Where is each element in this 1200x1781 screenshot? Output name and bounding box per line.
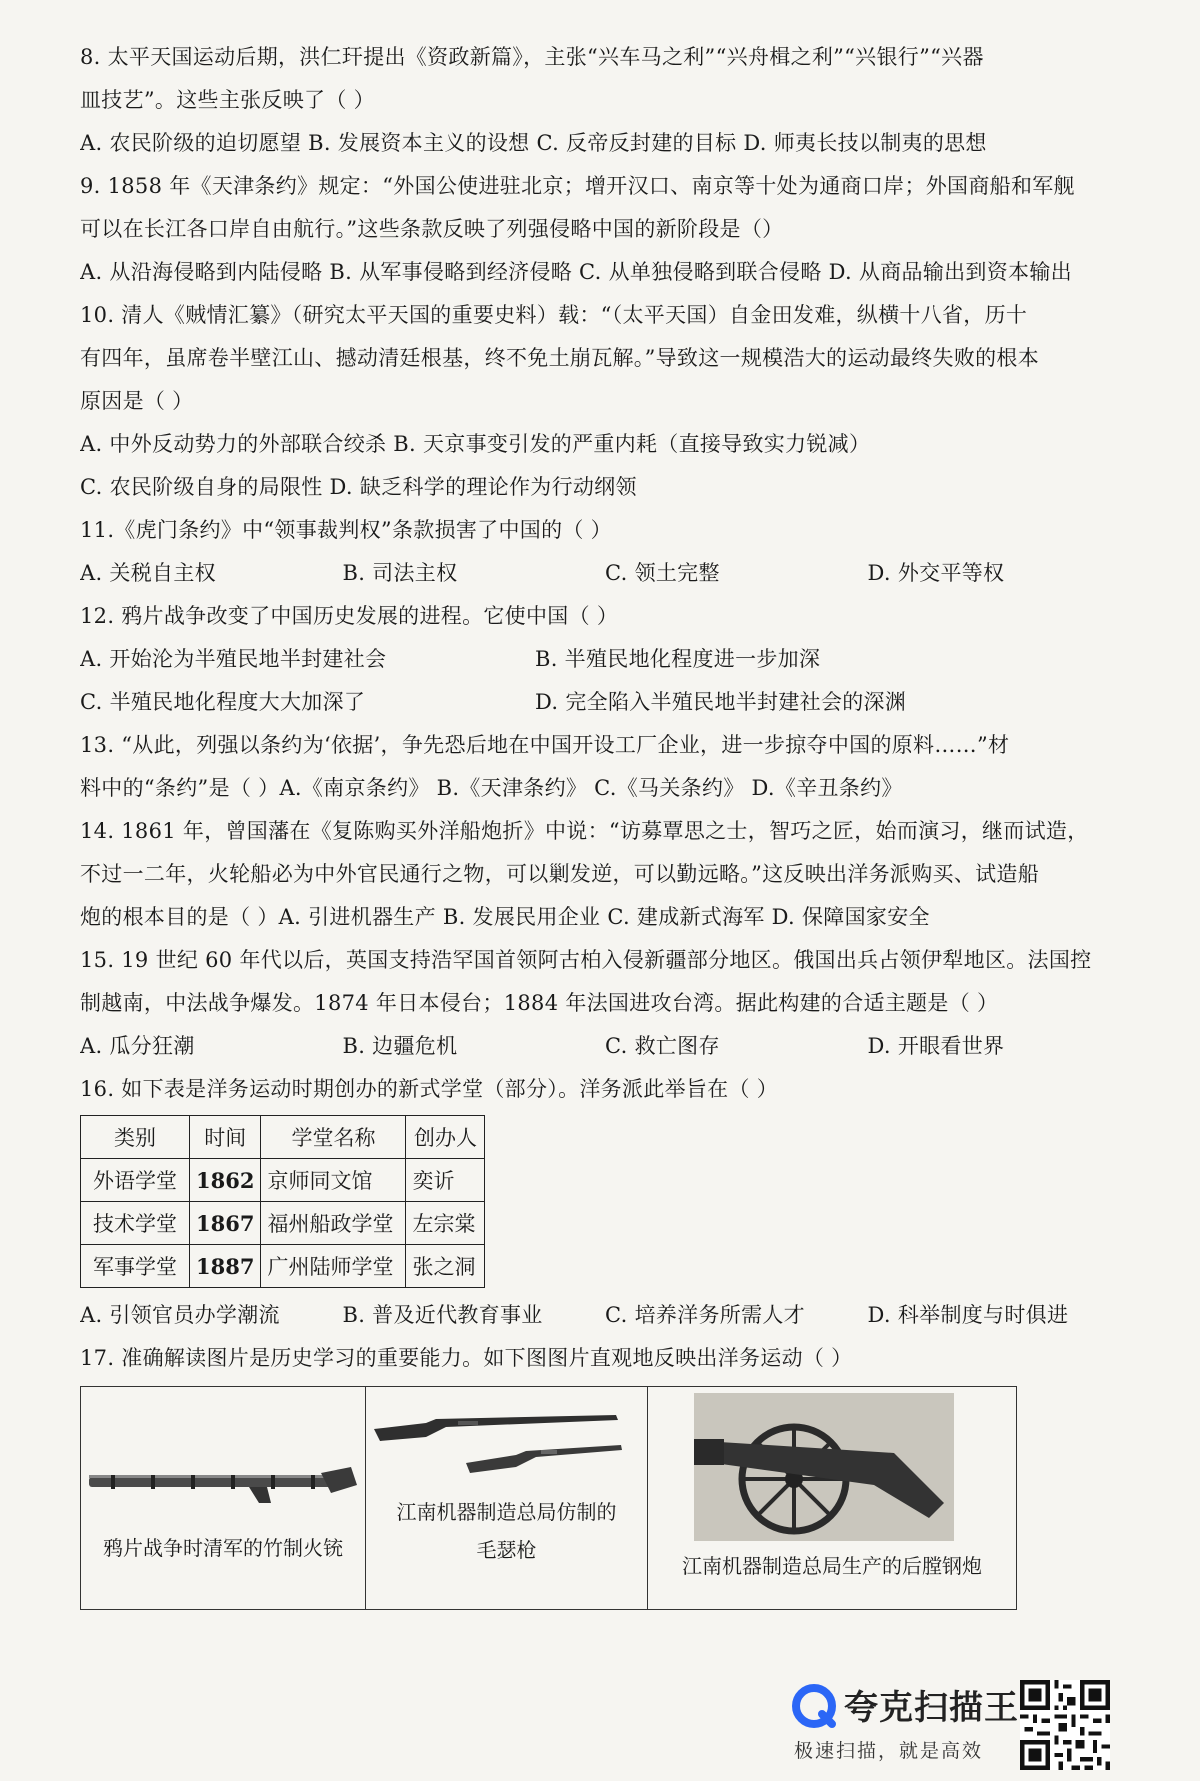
watermark-title: 夸克扫描王	[844, 1688, 1019, 1728]
q9-stem-line1: 9. 1858 年《天津条约》规定：“外国公使进驻北京；增开汉口、南京等十处为通商口岸；外国商船和军舰	[80, 174, 1075, 198]
q15-option-c: C. 救亡图存	[605, 1034, 720, 1058]
q9-stem-line2: 可以在长江各口岸自由航行。”这些条款反映了列强侵略中国的新阶段是（）	[80, 217, 784, 241]
table-cell: 1867	[190, 1202, 261, 1245]
table-cell: 左宗棠	[406, 1202, 485, 1245]
q11-option-d: D. 外交平等权	[867, 561, 1005, 585]
q11-option-b: B. 司法主权	[342, 561, 458, 585]
table-header-row	[81, 1116, 485, 1159]
q12-options-row2	[80, 681, 1130, 724]
quark-logo-icon	[792, 1684, 836, 1728]
caption-mauser-line1: 江南机器制造总局仿制的	[396, 1500, 617, 1524]
q8-stem-line1: 8. 太平天国运动后期，洪仁玕提出《资政新篇》，主张“兴车马之利”“兴舟楫之利”“兴银行”“兴器	[80, 45, 984, 69]
figure-breech-cannon	[648, 1387, 1016, 1609]
q17-stem: 17. 准确解读图片是历史学习的重要能力。如下图图片直观地反映出洋务运动（ ）	[80, 1346, 853, 1370]
breech-cannon-image	[694, 1393, 954, 1541]
table-cell: 广州陆师学堂	[261, 1245, 406, 1288]
table-cell: 福州船政学堂	[261, 1202, 406, 1245]
table-cell: 京师同文馆	[261, 1159, 406, 1202]
q15-stem-line1: 15. 19 世纪 60 年代以后，英国支持浩罕国首领阿古柏入侵新疆部分地区。俄国出兵占领伊犁地区。法国控	[80, 948, 1092, 972]
q12-options-row1	[80, 638, 1130, 681]
q10-stem-line2: 有四年，虽席卷半壁江山、撼动清廷根基，终不免土崩瓦解。”导致这一规模浩大的运动最终失败的根本	[80, 346, 1040, 370]
caption-bamboo-gun: 鸦片战争时清军的竹制火铳	[103, 1536, 343, 1560]
table-cell: 1862	[190, 1159, 261, 1202]
q14-stem-line1: 14. 1861 年，曾国藩在《复陈购买外洋船炮折》中说：“访募覃思之士，智巧之匠，始而演习，继而试造，	[80, 819, 1089, 843]
q16-option-d: D. 科举制度与时俱进	[867, 1303, 1069, 1327]
q11-option-a: A. 关税自主权	[80, 561, 216, 585]
table-header-founder: 创办人	[406, 1116, 485, 1159]
table-cell: 技术学堂	[81, 1202, 190, 1245]
scanner-watermark	[792, 1680, 1127, 1770]
q8-stem-line2: 皿技艺”。这些主张反映了（ ）	[80, 88, 375, 112]
q12-stem: 12. 鸦片战争改变了中国历史发展的进程。它使中国（ ）	[80, 604, 619, 628]
q15-option-a: A. 瓜分狂潮	[80, 1034, 195, 1058]
q10-stem-line3: 原因是（ ）	[80, 389, 194, 413]
figure-bamboo-gun	[81, 1387, 366, 1609]
q10-options-line2: C. 农民阶级自身的局限性 D. 缺乏科学的理论作为行动纲领	[80, 475, 637, 499]
q14-stem-line3: 炮的根本目的是（ ）A. 引进机器生产 B. 发展民用企业 C. 建成新式海军 D. 保障国家安全	[80, 905, 930, 929]
q12-option-a: A. 开始沦为半殖民地半封建社会	[80, 647, 387, 671]
table-cell: 张之洞	[406, 1245, 485, 1288]
q9-options: A. 从沿海侵略到内陆侵略 B. 从军事侵略到经济侵略 C. 从单独侵略到联合侵略 D. 从商品输出到资本输出	[80, 260, 1072, 284]
caption-breech-cannon: 江南机器制造总局生产的后膛钢炮	[682, 1554, 982, 1578]
q12-option-b: B. 半殖民地化程度进一步加深	[535, 647, 821, 671]
q12-option-c: C. 半殖民地化程度大大加深了	[80, 690, 366, 714]
table-cell: 1887	[190, 1245, 261, 1288]
school-table	[80, 1115, 485, 1288]
table-row	[81, 1159, 485, 1202]
q10-options-line1: A. 中外反动势力的外部联合绞杀 B. 天京事变引发的严重内耗（直接导致实力锐减）	[80, 432, 871, 456]
q15-options	[80, 1025, 1130, 1068]
q16-option-a: A. 引领官员办学潮流	[80, 1303, 280, 1327]
table-cell: 外语学堂	[81, 1159, 190, 1202]
q15-option-b: B. 边疆危机	[342, 1034, 458, 1058]
q14-stem-line2: 不过一二年，火轮船必为中外官民通行之物，可以剿发逆，可以勤远略。”这反映出洋务派购买、试造船	[80, 862, 1040, 886]
q11-options	[80, 552, 1130, 595]
table-cell: 奕䜣	[406, 1159, 485, 1202]
q17-figure-panel	[80, 1386, 1017, 1610]
q11-stem: 11.《虎门条约》中“领事裁判权”条款损害了中国的（ ）	[80, 518, 612, 542]
caption-mauser-line2: 毛瑟枪	[476, 1538, 537, 1562]
bamboo-gun-image	[81, 1437, 365, 1537]
table-header-school-name: 学堂名称	[261, 1116, 406, 1159]
q16-option-c: C. 培养洋务所需人才	[605, 1303, 805, 1327]
q15-stem-line2: 制越南，中法战争爆发。1874 年日本侵台；1884 年法国进攻台湾。据此构建的合适主题是（ ）	[80, 991, 999, 1015]
q15-option-d: D. 开眼看世界	[867, 1034, 1005, 1058]
q16-option-b: B. 普及近代教育事业	[342, 1303, 543, 1327]
q11-option-c: C. 领土完整	[605, 561, 720, 585]
q12-option-d: D. 完全陷入半殖民地半封建社会的深渊	[535, 690, 907, 714]
q13-stem-line1: 13. “从此，列强以条约为‘依据’，争先恐后地在中国开设工厂企业，进一步掠夺中国的原料……”材	[80, 733, 1010, 757]
q10-stem-line1: 10. 清人《贼情汇纂》（研究太平天国的重要史料）载：“（太平天国）自金田发难，纵横十八省，历十	[80, 303, 1028, 327]
table-cell: 军事学堂	[81, 1245, 190, 1288]
q13-stem-line2: 料中的“条约”是（ ）A.《南京条约》 B.《天津条约》 C.《马关条约》 D.《辛丑条约》	[80, 776, 903, 800]
table-row	[81, 1202, 485, 1245]
q8-options: A. 农民阶级的迫切愿望 B. 发展资本主义的设想 C. 反帝反封建的目标 D. 师夷长技以制夷的思想	[80, 131, 987, 155]
table-row	[81, 1245, 485, 1288]
mauser-rifle-image	[366, 1393, 647, 1493]
table-header-category: 类别	[81, 1116, 190, 1159]
figure-mauser-rifle	[366, 1387, 648, 1609]
q16-options	[80, 1294, 1130, 1337]
table-header-year: 时间	[190, 1116, 261, 1159]
qr-code-icon	[1020, 1680, 1110, 1770]
q16-stem: 16. 如下表是洋务运动时期创办的新式学堂（部分）。洋务派此举旨在（ ）	[80, 1077, 779, 1101]
exam-page	[80, 36, 1130, 1610]
watermark-subtitle: 极速扫描，就是高效	[794, 1740, 984, 1762]
